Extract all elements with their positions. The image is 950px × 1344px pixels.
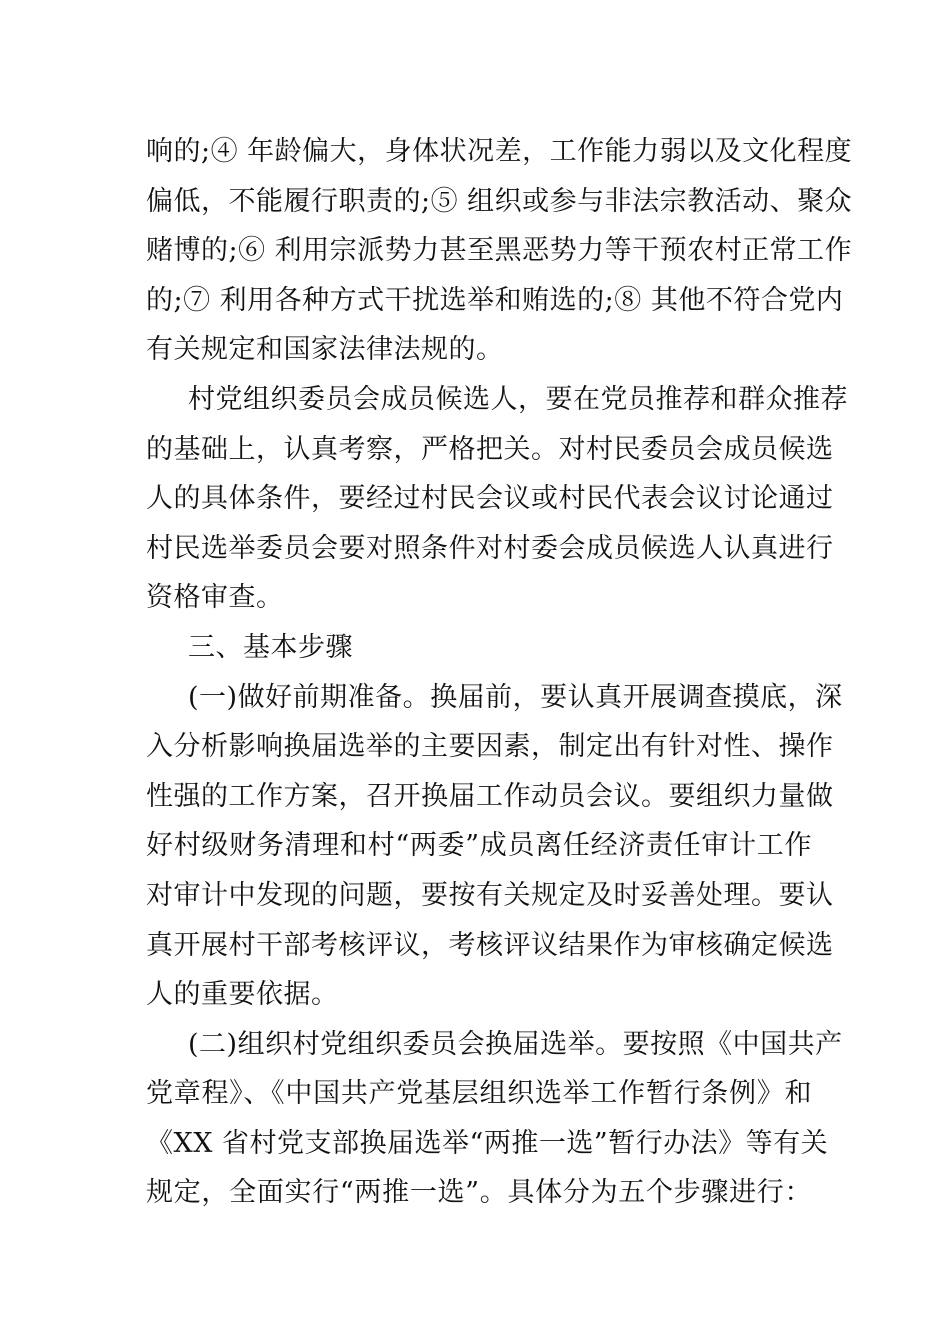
- text-line: 入分析影响换届选举的主要因素，制定出有针对性、操作: [146, 731, 834, 763]
- paragraph-first-line: (二)组织村党组织委员会换届选举。要按照《中国共产: [188, 1028, 843, 1060]
- text-line: 资格审查。: [146, 582, 284, 614]
- text-line: 对审计中发现的问题，要按有关规定及时妥善处理。要认: [146, 879, 834, 911]
- text-line: 有关规定和国家法律法规的。: [146, 334, 504, 366]
- section-heading: 三、基本步骤: [188, 631, 353, 663]
- text-line: 党章程》、《中国共产党基层组织选举工作暂行条例》和: [146, 1078, 812, 1110]
- text-line: 规定，全面实行“两推一选”。具体分为五个步骤进行：: [146, 1177, 812, 1209]
- text-line: 好村级财务清理和村“两委”成员离任经济责任审计工作: [146, 830, 812, 862]
- text-line: 赌博的;⑥ 利用宗派势力甚至黑恶势力等干预农村正常工作: [146, 235, 853, 267]
- paragraph-first-line: (一)做好前期准备。换届前，要认真开展调查摸底，深: [188, 681, 843, 713]
- text-line: 性强的工作方案，召开换届工作动员会议。要组织力量做: [146, 780, 834, 812]
- text-line: 人的重要依据。: [146, 979, 339, 1011]
- paragraph-first-line: 村党组织委员会成员候选人，要在党员推荐和群众推荐: [188, 383, 848, 415]
- document-body: [146, 127, 853, 1218]
- text-line: 偏低，不能履行职责的;⑤ 组织或参与非法宗教活动、聚众: [146, 185, 853, 217]
- text-line: 《XX 省村党支部换届选举“两推一选”暂行办法》等有关: [146, 1127, 829, 1159]
- text-line: 村民选举委员会要对照条件对村委会成员候选人认真进行: [146, 532, 834, 564]
- text-line: 人的具体条件，要经过村民会议或村民代表会议讨论通过: [146, 483, 834, 515]
- text-line: 真开展村干部考核评议，考核评议结果作为审核确定候选: [146, 929, 834, 961]
- text-line: 的基础上，认真考察，严格把关。对村民委员会成员候选: [146, 433, 834, 465]
- text-line: 响的;④ 年龄偏大，身体状况差，工作能力弱以及文化程度: [146, 136, 853, 167]
- text-line: 的;⑦ 利用各种方式干扰选举和贿选的;⑧ 其他不符合党内: [146, 284, 844, 316]
